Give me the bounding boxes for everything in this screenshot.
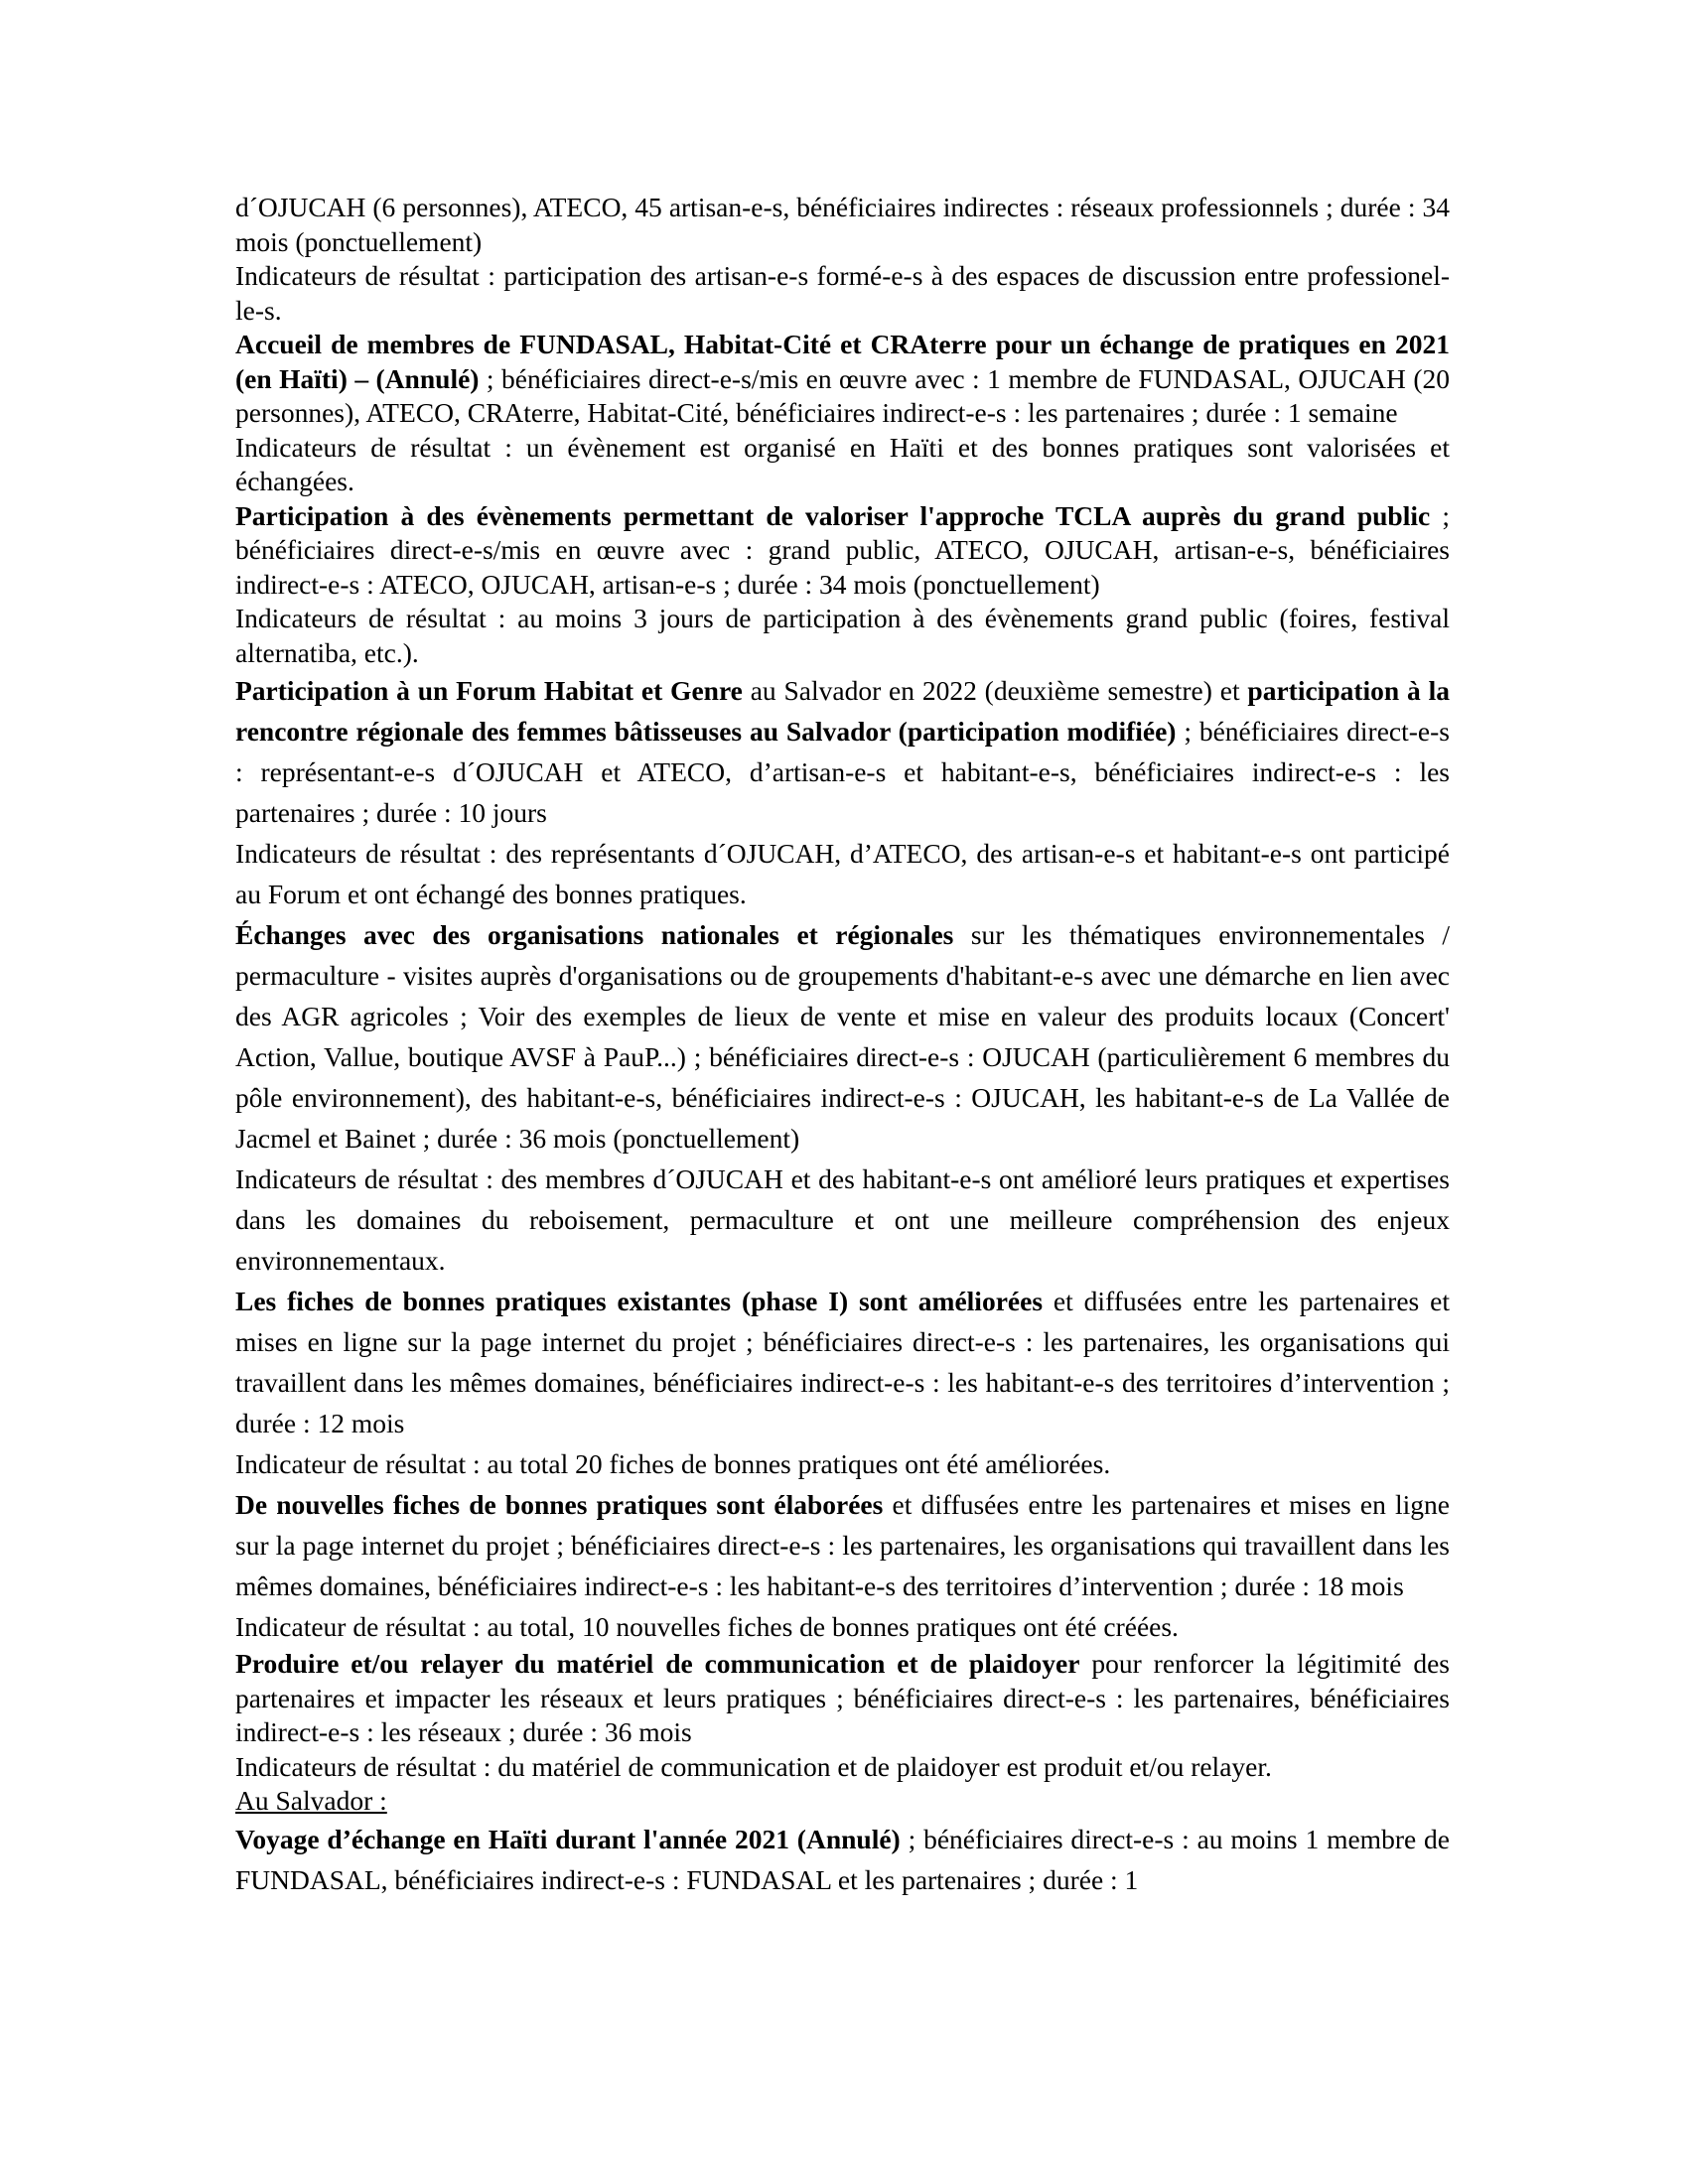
paragraph-forum-habitat-genre: Participation à un Forum Habitat et Genre au Salvador en 2022 (deuxième semestre) et participation à la rencontre régionale des femmes bâtisseuses au Salvador (participation modifiée) ; bénéficiaires direct-e-s : représentant-e-s d´OJUCAH et ATECO, d’artisan-e-s et habitant-e-s, bénéficiaires indirect-e-s : les partenaires ; durée : 10 jours — [235, 675, 1450, 828]
paragraph-indicator-forum: Indicateurs de résultat : des représentants d´OJUCAH, d’ATECO, des artisan-e-s et habitant-e-s ont participé au Forum et ont échangé des bonnes pratiques. — [235, 838, 1450, 909]
paragraph-indicator-discussion: Indicateurs de résultat : participation des artisan-e-s formé-e-s à des espaces de discussion entre professionel-le-s. — [235, 260, 1450, 326]
paragraph-indicator-evenement: Indicateurs de résultat : un évènement est organisé en Haïti et des bonnes pratiques sont valorisées et échangées. — [235, 431, 1450, 496]
paragraph-voyage-echange: Voyage d’échange en Haïti durant l'année 2021 (Annulé) ; bénéficiaires direct-e-s : au moins 1 membre de FUNDASAL, bénéficiaires indirect-e-s : FUNDASAL et les partenaires ; durée : 1 — [235, 1823, 1450, 1895]
paragraph-echanges-organisations: Échanges avec des organisations nationales et régionales sur les thématiques environnementales / permaculture - visites auprès d'organisations ou de groupements d'habitant-e-s avec une démarche en lien avec des AGR agricoles ; Voir des exemples de lieux de vente et mise en valeur des produits locaux (Concert' Action, Vallue, boutique AVSF à PauP...) ; bénéficiaires direct-e-s : OJUCAH (particulièrement 6 membres du pôle environnement), des habitant-e-s, bénéficiaires indirect-e-s : OJUCAH, les habitant-e-s de La Vallée de Jacmel et Bainet ; durée : 36 mois (ponctuellement) — [235, 919, 1450, 1154]
paragraph-accueil-membres: Accueil de membres de FUNDASAL, Habitat-Cité et CRAterre pour un échange de pratiques en 2021 (en Haïti) – (Annulé) ; bénéficiaires direct-e-s/mis en œuvre avec : 1 membre de FUNDASAL, OJUCAH (20 personnes), ATECO, CRAterre, Habitat-Cité, bénéficiaires indirect-e-s : les partenaires ; durée : 1 semaine — [235, 329, 1450, 428]
paragraph-fiches-existantes: Les fiches de bonnes pratiques existantes (phase I) sont améliorées et diffusées entre les partenaires et mises en ligne sur la page internet du projet ; bénéficiaires direct-e-s : les partenaires, les organisations qui travaillent dans les mêmes domaines, bénéficiaires indirect-e-s : les habitant-e-s des territoires d’intervention ; durée : 12 mois — [235, 1286, 1450, 1438]
section-heading-au-salvador: Au Salvador : — [235, 1785, 387, 1816]
paragraph-indicator-fiches-ameliorees: Indicateur de résultat : au total 20 fiches de bonnes pratiques ont été améliorées. — [235, 1448, 1111, 1479]
paragraph-indicator-nouvelles-fiches: Indicateur de résultat : au total, 10 nouvelles fiches de bonnes pratiques ont été créées. — [235, 1611, 1179, 1642]
paragraph-nouvelles-fiches: De nouvelles fiches de bonnes pratiques sont élaborées et diffusées entre les partenaires et mises en ligne sur la page internet du projet ; bénéficiaires direct-e-s : les partenaires, les organisations qui travaillent dans les mêmes domaines, bénéficiaires indirect-e-s : les habitant-e-s des territoires d’intervention ; durée : 18 mois — [235, 1489, 1450, 1601]
paragraph-indicator-reboisement: Indicateurs de résultat : des membres d´OJUCAH et des habitant-e-s ont amélioré leurs pratiques et expertises dans les domaines du reboisement, permaculture et ont une meilleure compréhension des enjeux environnementaux. — [235, 1163, 1450, 1276]
paragraph-materiel-communication: Produire et/ou relayer du matériel de communication et de plaidoyer pour renforcer la légitimité des partenaires et impacter les réseaux et leurs pratiques ; bénéficiaires direct-e-s : les partenaires, bénéficiaires indirect-e-s : les réseaux ; durée : 36 mois — [235, 1648, 1450, 1747]
paragraph-indicator-communication: Indicateurs de résultat : du matériel de communication et de plaidoyer est produit et/ou relayer. — [235, 1750, 1272, 1782]
paragraph-indicator-foires: Indicateurs de résultat : au moins 3 jours de participation à des évènements grand public (foires, festival alternatiba, etc.). — [235, 603, 1450, 668]
paragraph-ojucah-beneficiaries: d´OJUCAH (6 personnes), ATECO, 45 artisan-e-s, bénéficiaires indirectes : réseaux professionnels ; durée : 34 mois (ponctuellement) — [235, 192, 1450, 257]
paragraph-participation-evenements: Participation à des évènements permettant de valoriser l'approche TCLA auprès du grand public ; bénéficiaires direct-e-s/mis en œuvre avec : grand public, ATECO, OJUCAH, artisan-e-s, bénéficiaires indirect-e-s : ATECO, OJUCAH, artisan-e-s ; durée : 34 mois (ponctuellement) — [235, 499, 1451, 600]
